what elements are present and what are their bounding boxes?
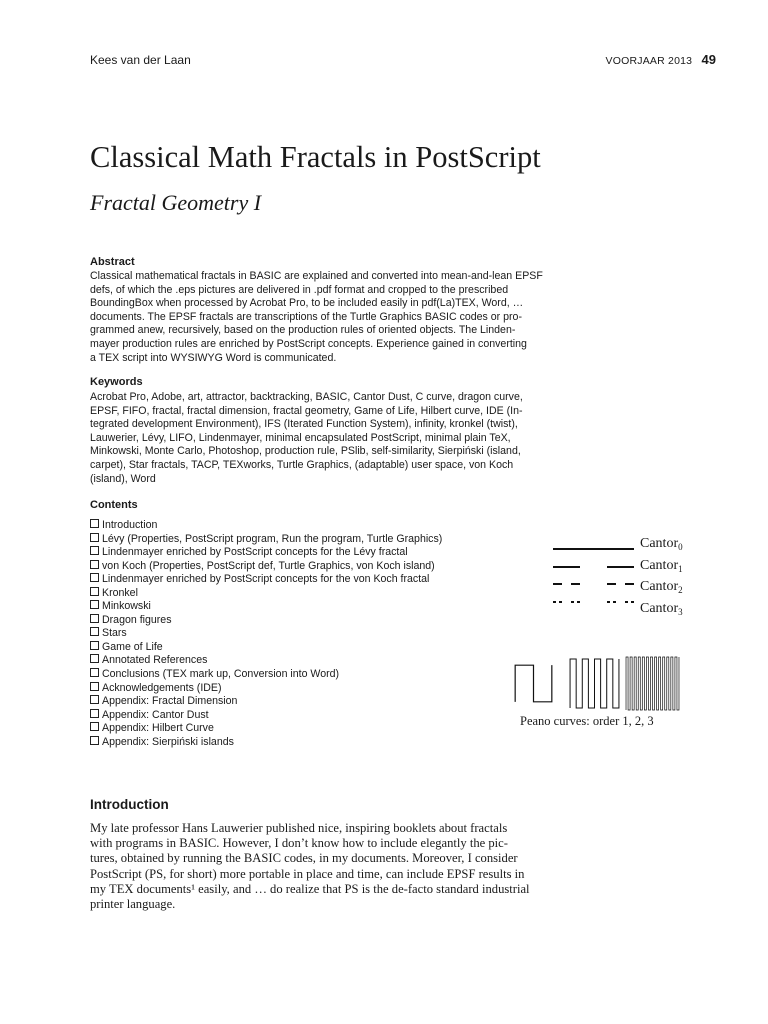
introduction-heading: Introduction <box>90 797 169 812</box>
checkbox-icon <box>90 573 99 582</box>
toc-item <box>90 560 442 574</box>
toc-item <box>90 736 442 750</box>
checkbox-icon <box>90 695 99 704</box>
abstract-line: BoundingBox when processed by Acrobat Pro, to be included easily in pdf(La)TEX, Word, … <box>90 297 524 310</box>
checkbox-icon <box>90 519 99 528</box>
introduction-line: My late professor Hans Lauwerier published nice, inspiring booklets about fractals <box>90 821 508 835</box>
toc-item-label: Appendix: Sierpiński islands <box>102 735 234 748</box>
abstract-line: Classical mathematical fractals in BASIC are explained and converted into mean-and-lean EPSF <box>90 270 543 282</box>
toc-item <box>90 533 442 547</box>
abstract-body <box>90 270 543 365</box>
keywords-line: Minkowski, Monte Carlo, Photoshop, production rule, PSlib, self-similarity, Sierpiński (island, <box>90 445 521 458</box>
cantor-label: Cantor$_0$ <box>640 536 683 552</box>
checkbox-icon <box>90 682 99 691</box>
toc-item-label: Introduction <box>102 519 158 531</box>
toc-item-label: Annotated References <box>102 654 208 667</box>
toc-item <box>90 587 442 601</box>
toc-item-label: Acknowledgements (IDE) <box>102 681 222 694</box>
keywords-heading: Keywords <box>90 376 143 388</box>
checkbox-icon <box>90 600 99 609</box>
cantor-label: Cantor$_1$ <box>640 557 683 574</box>
keywords-line: (island), Word <box>90 472 156 485</box>
introduction-line: tures, obtained by running the BASIC codes, in my documents. Moreover, I consider <box>90 851 518 866</box>
checkbox-icon <box>90 709 99 718</box>
toc-item-label: Lévy (Properties, PostScript program, Run the program, Turtle Graphics) <box>102 532 443 545</box>
abstract-line: grammed anew, recursively, based on the production rules of oriented objects. The Linden- <box>90 324 516 337</box>
keywords-line: Acrobat Pro, Adobe, art, attractor, backtracking, BASIC, Cantor Dust, C curve, dragon curve, <box>90 391 523 403</box>
cantor-label: Cantor$_3$ <box>640 600 683 617</box>
toc-item <box>90 654 442 668</box>
introduction-line: printer language. <box>90 897 176 912</box>
running-header-right <box>606 52 716 67</box>
keywords-body <box>90 391 522 486</box>
introduction-body <box>90 821 530 912</box>
cantor-labels <box>640 535 683 621</box>
cantor-label: Cantor$_2$ <box>640 579 683 595</box>
toc-item <box>90 614 442 628</box>
cantor-dust-figure <box>549 537 709 609</box>
checkbox-icon <box>90 654 99 663</box>
toc-item <box>90 627 442 641</box>
abstract-line: defs, of which the .eps pictures are delivered in .pdf format and cropped to the prescribed <box>90 283 509 296</box>
toc-item <box>90 519 442 533</box>
toc-item <box>90 668 442 682</box>
toc-item <box>90 722 442 736</box>
keywords-line: EPSF, FIFO, fractal, fractal dimension, fractal geometry, Game of Life, Hilbert curve, IDE (In- <box>90 404 523 417</box>
checkbox-icon <box>90 560 99 569</box>
introduction-line: my TEX documents¹ easily, and … do realize that PS is the de-facto standard industrial <box>90 881 530 896</box>
keywords-line: tegrated development Environment), IFS (Iterated Function System), infinity, kronkel (twist), <box>90 418 518 431</box>
peano-curves-figure <box>505 655 685 715</box>
toc-item-label: Game of Life <box>102 640 163 653</box>
toc-item-label: Lindenmayer enriched by PostScript concepts for the von Koch fractal <box>102 573 430 586</box>
paper-title: Classical Math Fractals in PostScript <box>90 140 541 174</box>
issue-label: VOORJAAR 2013 <box>605 55 693 67</box>
introduction-line: with programs in BASIC. However, I don’t know how to include elegantly the pic- <box>90 836 508 851</box>
page-number: 49 <box>701 52 716 67</box>
checkbox-icon <box>90 641 99 650</box>
checkbox-icon <box>90 736 99 745</box>
toc-item-label: Kronkel <box>102 586 138 599</box>
checkbox-icon <box>90 546 99 555</box>
keywords-line: carpet), Star fractals, TACP, TEXworks, Turtle Graphics, (adaptable) user space, von Koch <box>90 458 514 471</box>
toc-item-label: Conclusions (TEX mark up, Conversion into Word) <box>102 668 340 681</box>
peano-order-1 <box>515 665 552 702</box>
checkbox-icon <box>90 587 99 596</box>
toc-item-label: von Koch (Properties, PostScript def, Turtle Graphics, von Koch island) <box>102 559 435 572</box>
keywords-line: Lauwerier, Lévy, LIFO, Lindenmayer, minimal encapsulated PostScript, minimal plain TeX, <box>90 431 511 444</box>
abstract-line: a TEX script into WYSIWYG Word is communicated. <box>90 351 337 364</box>
toc-item <box>90 695 442 709</box>
paper-subtitle: Fractal Geometry I <box>90 190 262 215</box>
checkbox-icon <box>90 614 99 623</box>
toc-item-label: Appendix: Hilbert Curve <box>102 722 214 735</box>
toc-item <box>90 641 442 655</box>
checkbox-icon <box>90 668 99 677</box>
contents-heading: Contents <box>90 499 138 511</box>
toc-item-label: Lindenmayer enriched by PostScript concepts for the Lévy fractal <box>102 546 408 559</box>
abstract-line: documents. The EPSF fractals are transcriptions of the Turtle Graphics BASIC codes or pro- <box>90 310 522 323</box>
toc-item-label: Appendix: Cantor Dust <box>102 708 209 721</box>
abstract-heading: Abstract <box>90 256 135 268</box>
toc-item <box>90 600 442 614</box>
peano-order-2 <box>570 659 619 708</box>
running-header-author: Kees van der Laan <box>90 53 191 67</box>
checkbox-icon <box>90 533 99 542</box>
toc-item <box>90 709 442 723</box>
toc-item-label: Appendix: Fractal Dimension <box>102 695 238 708</box>
contents-list <box>90 519 442 749</box>
checkbox-icon <box>90 722 99 731</box>
introduction-line: PostScript (PS, for short) more portable in place and time, can include EPSF results in <box>90 866 525 881</box>
peano-figure-caption: Peano curves: order 1, 2, 3 <box>520 714 654 728</box>
checkbox-icon <box>90 627 99 636</box>
peano-order-3 <box>626 657 679 710</box>
toc-item-label: Minkowski <box>102 600 151 613</box>
toc-item <box>90 573 442 587</box>
toc-item-label: Dragon figures <box>102 613 172 626</box>
abstract-line: mayer production rules are enriched by PostScript concepts. Experience gained in converting <box>90 337 527 350</box>
toc-item <box>90 546 442 560</box>
toc-item-label: Stars <box>102 627 127 640</box>
toc-item <box>90 682 442 696</box>
